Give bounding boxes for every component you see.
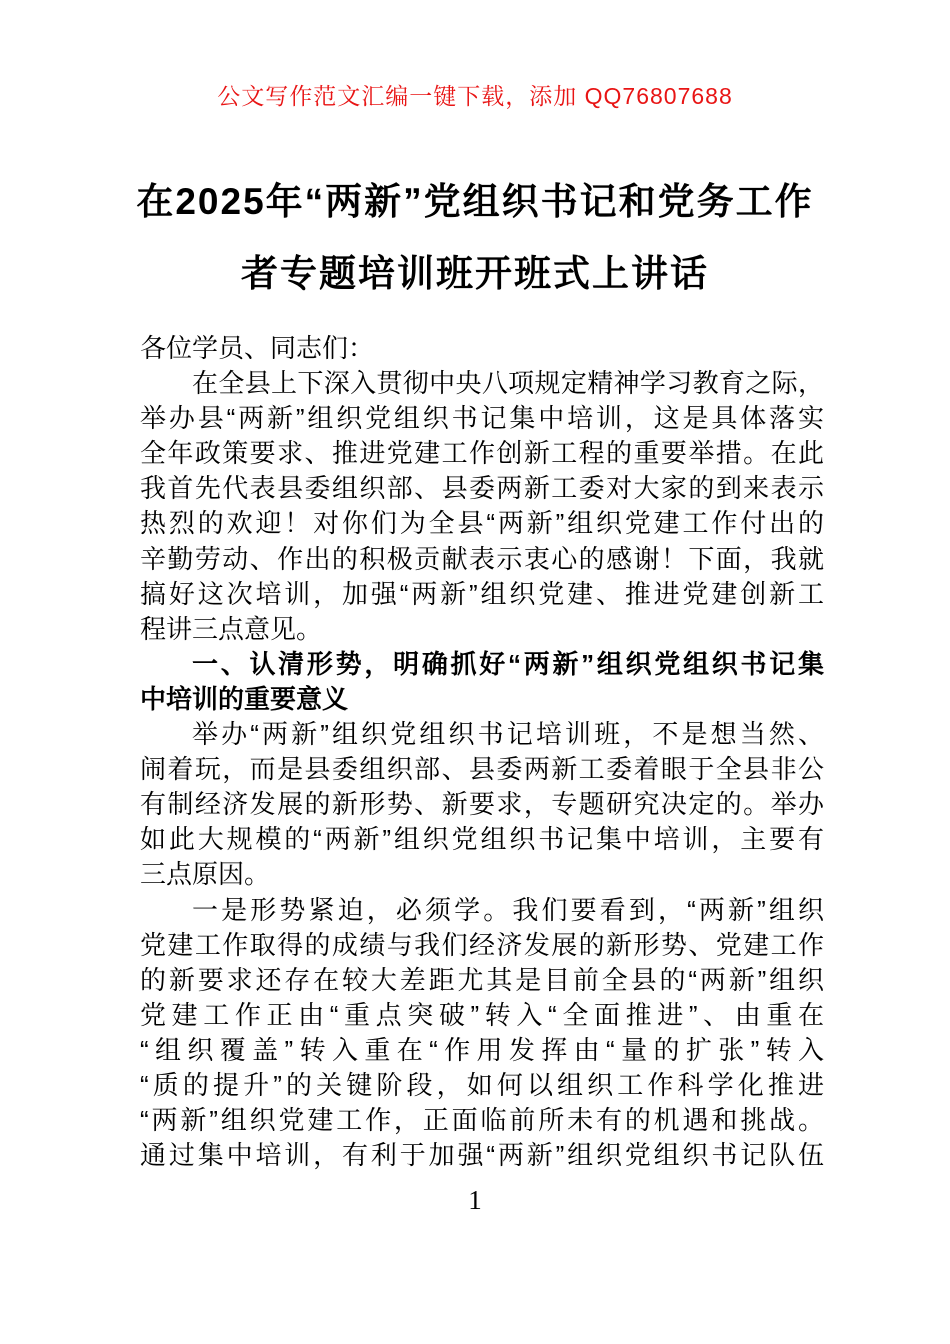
body-heading-line: 一、认清形势，明确抓好“两新”组织党组织书记集: [192, 648, 824, 679]
body-line: 闹着玩，而是县委组织部、县委两新工委着眼于全县非公: [140, 754, 824, 785]
body-line: 程讲三点意见。: [140, 613, 323, 644]
body-line: “组织覆盖”转入重在“作用发挥由“量的扩张”转入: [140, 1034, 824, 1065]
body-line: 有制经济发展的新形势、新要求，专题研究决定的。举办: [140, 789, 824, 820]
document-title: [0, 166, 950, 310]
body-line: 举办“两新”组织党组织书记培训班，不是想当然、: [192, 719, 824, 750]
body-line: 热烈的欢迎！对你们为全县“两新”组织党建工作付出的: [140, 508, 824, 539]
body-line: 在全县上下深入贯彻中央八项规定精神学习教育之际，: [192, 368, 824, 399]
body-line: 三点原因。: [140, 859, 271, 890]
body-line: “两新”组织党建工作，正面临前所未有的机遇和挑战。: [140, 1105, 824, 1136]
body-heading-line: 中培训的重要意义: [140, 683, 349, 714]
body-line: 党建工作取得的成绩与我们经济发展的新形势、党建工作: [140, 929, 824, 960]
page-number: 1: [468, 1185, 482, 1215]
body-line: 举办县“两新”组织党组织书记集中培训，这是具体落实: [140, 403, 824, 434]
body-line: 全年政策要求、推进党建工作创新工程的重要举措。在此: [140, 438, 824, 469]
body-line: “质的提升”的关键阶段，如何以组织工作科学化推进: [140, 1069, 824, 1100]
body-line: 党建工作正由“重点突破”转入“全面推进”、由重在: [140, 999, 824, 1030]
body-line: 各位学员、同志们：: [140, 333, 375, 363]
body-line: 的新要求还存在较大差距尤其是目前全县的“两新”组织: [140, 964, 824, 995]
body-line: 通过集中培训，有利于加强“两新”组织党组织书记队伍: [140, 1140, 824, 1171]
document-title-line-2: 者专题培训班开班式上讲话: [241, 253, 709, 294]
document-title-line-1: 在2025年“两新”党组织书记和党务工作: [136, 181, 814, 222]
promo-notice: 公文写作范文汇编一键下载，添加 QQ76807688: [217, 83, 733, 109]
body-line: 我首先代表县委组织部、县委两新工委对大家的到来表示: [140, 473, 824, 504]
body-line: 搞好这次培训，加强“两新”组织党建、推进党建创新工: [140, 578, 824, 609]
body-line: 辛勤劳动、作出的积极贡献表示衷心的感谢！下面，我就: [140, 543, 824, 574]
body-line: 如此大规模的“两新”组织党组织书记集中培训，主要有: [140, 824, 824, 855]
document-body: [140, 331, 824, 1173]
body-line: 一是形势紧迫，必须学。我们要看到，“两新”组织: [192, 894, 824, 925]
